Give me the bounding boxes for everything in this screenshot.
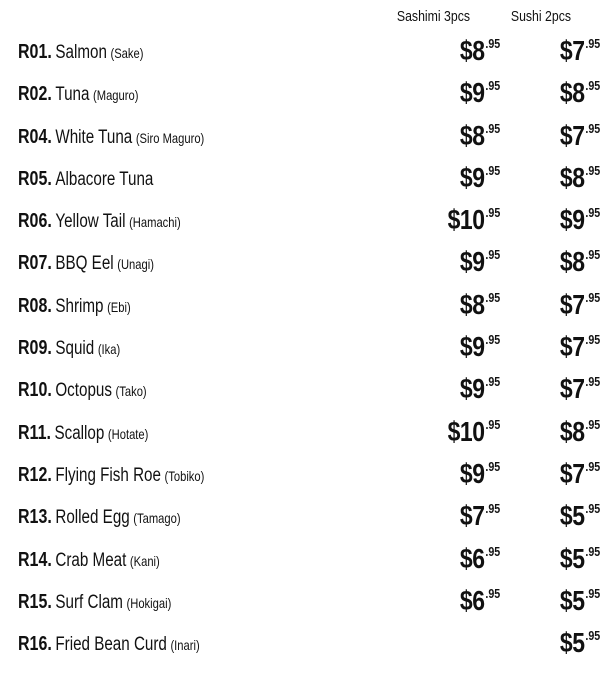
sushi-price-cents: .95 bbox=[585, 120, 600, 136]
column-headers bbox=[0, 8, 572, 30]
sashimi-price-dollars: $9 bbox=[459, 457, 485, 489]
item-name: Crab Meat bbox=[55, 549, 127, 571]
sushi-price bbox=[560, 585, 600, 617]
item-code: R05. bbox=[18, 167, 52, 190]
sushi-price-cents: .95 bbox=[585, 247, 600, 263]
sashimi-price bbox=[460, 500, 500, 532]
sashimi-price-dollars: $9 bbox=[459, 77, 485, 109]
sushi-price-cents: .95 bbox=[585, 374, 600, 390]
sushi-price bbox=[560, 373, 600, 405]
sushi-price-cents: .95 bbox=[585, 628, 600, 644]
sashimi-price-dollars: $9 bbox=[459, 331, 485, 363]
item-name: White Tuna bbox=[55, 126, 133, 148]
sashimi-price-dollars: $9 bbox=[459, 373, 485, 405]
item-japanese-name: (Tako) bbox=[115, 383, 147, 400]
item-code: R13. bbox=[18, 506, 52, 529]
sashimi-price bbox=[460, 289, 500, 321]
item-name: Salmon bbox=[55, 42, 107, 63]
sushi-price bbox=[560, 77, 600, 109]
sashimi-price bbox=[460, 543, 500, 575]
sashimi-price-cents: .95 bbox=[485, 543, 500, 559]
item-name: Flying Fish Roe bbox=[55, 464, 161, 486]
sashimi-price-cents: .95 bbox=[485, 36, 500, 51]
item-code: R04. bbox=[18, 125, 52, 148]
sashimi-column-header: Sashimi 3pcs bbox=[396, 8, 471, 25]
sushi-price-cents: .95 bbox=[585, 162, 600, 178]
menu-item-row bbox=[0, 625, 613, 667]
sushi-price bbox=[560, 246, 600, 278]
menu-item-label bbox=[18, 295, 131, 318]
sashimi-price bbox=[460, 246, 500, 278]
menu-item-label bbox=[18, 168, 153, 191]
item-name: Surf Clam bbox=[55, 591, 123, 613]
sashimi-price-dollars: $8 bbox=[459, 119, 485, 151]
sushi-price-cents: .95 bbox=[585, 416, 600, 432]
sushi-price-cents: .95 bbox=[585, 458, 600, 474]
item-name: Tuna bbox=[55, 84, 90, 106]
item-japanese-name: (Ebi) bbox=[107, 298, 131, 315]
item-code: R12. bbox=[18, 463, 52, 486]
sushi-column-header: Sushi 2pcs bbox=[510, 8, 572, 25]
item-name: Octopus bbox=[55, 380, 112, 402]
menu-item-row bbox=[0, 541, 613, 583]
item-code: R08. bbox=[18, 294, 52, 317]
sushi-price-dollars: $9 bbox=[559, 204, 585, 236]
menu-item-label bbox=[18, 549, 160, 572]
item-name: Yellow Tail bbox=[55, 211, 126, 233]
sashimi-price-dollars: $9 bbox=[459, 246, 485, 278]
sashimi-price bbox=[460, 120, 500, 152]
sashimi-price bbox=[460, 585, 500, 617]
sushi-price-cents: .95 bbox=[585, 289, 600, 305]
sashimi-price-cents: .95 bbox=[485, 332, 500, 348]
menu-item-label bbox=[18, 506, 181, 529]
sashimi-price bbox=[447, 204, 500, 236]
item-code: R07. bbox=[18, 252, 52, 275]
sushi-price-cents: .95 bbox=[585, 205, 600, 221]
item-code: R16. bbox=[18, 633, 52, 656]
sashimi-price bbox=[460, 162, 500, 194]
item-japanese-name: (Maguro) bbox=[93, 87, 139, 104]
sushi-price bbox=[560, 162, 600, 194]
item-japanese-name: (Ika) bbox=[97, 341, 121, 358]
sashimi-price-cents: .95 bbox=[485, 78, 500, 94]
sashimi-price-cents: .95 bbox=[485, 374, 500, 390]
sushi-price bbox=[560, 543, 600, 575]
item-japanese-name: (Tobiko) bbox=[164, 467, 205, 484]
menu-item-row bbox=[0, 33, 613, 75]
sashimi-price bbox=[460, 35, 500, 67]
menu-item-row bbox=[0, 414, 613, 456]
sushi-price-cents: .95 bbox=[585, 332, 600, 348]
sashimi-price-dollars: $8 bbox=[459, 288, 485, 320]
sashimi-price bbox=[460, 458, 500, 490]
menu-item-label bbox=[18, 464, 204, 487]
item-name: Squid bbox=[55, 338, 95, 360]
sushi-price bbox=[560, 204, 600, 236]
sushi-price bbox=[560, 500, 600, 532]
item-code: R01. bbox=[18, 41, 52, 63]
item-name: Shrimp bbox=[55, 295, 104, 317]
item-japanese-name: (Unagi) bbox=[117, 256, 154, 273]
menu-item-row bbox=[0, 160, 613, 202]
sushi-price bbox=[560, 35, 600, 67]
item-japanese-name: (Tamago) bbox=[133, 510, 181, 527]
sushi-price-cents: .95 bbox=[585, 501, 600, 517]
sashimi-price-dollars: $6 bbox=[459, 584, 485, 616]
sushi-price-dollars: $7 bbox=[559, 119, 585, 151]
sushi-price bbox=[560, 458, 600, 490]
sashimi-price-dollars: $7 bbox=[459, 500, 485, 532]
sashimi-price-dollars: $8 bbox=[459, 35, 485, 66]
item-code: R11. bbox=[18, 421, 51, 444]
item-japanese-name: (Hamachi) bbox=[129, 214, 181, 231]
item-japanese-name: (Hokigai) bbox=[126, 594, 172, 611]
sashimi-price bbox=[460, 77, 500, 109]
sashimi-price-dollars: $6 bbox=[459, 542, 485, 574]
menu-item-label bbox=[18, 591, 171, 614]
menu-item-row bbox=[0, 498, 613, 540]
sashimi-price-cents: .95 bbox=[485, 247, 500, 263]
menu-item-row bbox=[0, 329, 613, 371]
sashimi-price-cents: .95 bbox=[485, 120, 500, 136]
sashimi-price bbox=[460, 373, 500, 405]
item-japanese-name: (Sake) bbox=[110, 45, 144, 61]
sashimi-price-cents: .95 bbox=[485, 289, 500, 305]
sushi-price-dollars: $7 bbox=[559, 373, 585, 405]
sashimi-price-cents: .95 bbox=[485, 205, 500, 221]
sushi-price-cents: .95 bbox=[585, 36, 600, 51]
sushi-price-dollars: $8 bbox=[559, 246, 585, 278]
item-name: BBQ Eel bbox=[55, 253, 114, 275]
item-code: R02. bbox=[18, 83, 52, 106]
sashimi-price bbox=[447, 416, 500, 448]
item-code: R15. bbox=[18, 590, 52, 613]
sushi-price-cents: .95 bbox=[585, 585, 600, 601]
menu-item-label bbox=[18, 633, 200, 656]
sashimi-price-cents: .95 bbox=[485, 416, 500, 432]
sushi-price-dollars: $5 bbox=[559, 627, 585, 659]
menu-item-label bbox=[18, 422, 148, 445]
item-japanese-name: (Kani) bbox=[129, 552, 160, 569]
sushi-price-cents: .95 bbox=[585, 543, 600, 559]
sushi-price-dollars: $8 bbox=[559, 161, 585, 193]
menu-item-label bbox=[18, 83, 138, 106]
sushi-price-dollars: $7 bbox=[559, 457, 585, 489]
sushi-price-dollars: $7 bbox=[559, 35, 585, 66]
menu-item-label bbox=[18, 379, 147, 402]
sashimi-price-cents: .95 bbox=[485, 458, 500, 474]
sushi-price bbox=[560, 627, 600, 659]
sushi-price-dollars: $5 bbox=[559, 584, 585, 616]
sushi-price-dollars: $5 bbox=[559, 542, 585, 574]
menu-item-label bbox=[18, 252, 154, 275]
sashimi-price bbox=[460, 331, 500, 363]
sushi-price-cents: .95 bbox=[585, 78, 600, 94]
sushi-price bbox=[560, 120, 600, 152]
menu-item-row bbox=[0, 244, 613, 286]
item-name: Fried Bean Curd bbox=[55, 634, 167, 656]
sushi-price bbox=[560, 289, 600, 321]
item-name: Albacore Tuna bbox=[55, 168, 154, 190]
menu-item-list bbox=[0, 33, 613, 667]
menu-item-label bbox=[18, 210, 181, 233]
sushi-price bbox=[560, 331, 600, 363]
sushi-price bbox=[560, 416, 600, 448]
item-code: R06. bbox=[18, 210, 52, 233]
sushi-price-dollars: $7 bbox=[559, 331, 585, 363]
menu-item-row bbox=[0, 75, 613, 117]
item-code: R10. bbox=[18, 379, 52, 402]
sashimi-price-cents: .95 bbox=[485, 585, 500, 601]
menu-item-row bbox=[0, 583, 613, 625]
sashimi-price-dollars: $10 bbox=[447, 204, 485, 236]
item-code: R09. bbox=[18, 337, 52, 360]
sushi-price-dollars: $8 bbox=[559, 415, 585, 447]
item-japanese-name: (Inari) bbox=[170, 637, 200, 654]
sashimi-price-dollars: $10 bbox=[447, 415, 485, 447]
menu-item-row bbox=[0, 118, 613, 160]
item-japanese-name: (Hotate) bbox=[107, 425, 149, 442]
menu-item-row bbox=[0, 287, 613, 329]
sushi-price-dollars: $7 bbox=[559, 288, 585, 320]
menu-item-label bbox=[18, 337, 120, 360]
sashimi-price-cents: .95 bbox=[485, 501, 500, 517]
menu-item-label bbox=[18, 126, 204, 149]
sashimi-price-cents: .95 bbox=[485, 162, 500, 178]
menu-item-row bbox=[0, 371, 613, 413]
item-code: R14. bbox=[18, 548, 52, 571]
item-name: Rolled Egg bbox=[55, 507, 130, 529]
menu-item-label bbox=[18, 41, 143, 64]
menu-item-row bbox=[0, 202, 613, 244]
item-japanese-name: (Siro Maguro) bbox=[135, 129, 205, 146]
sushi-price-dollars: $8 bbox=[559, 77, 585, 109]
menu-item-row bbox=[0, 456, 613, 498]
item-name: Scallop bbox=[54, 422, 105, 444]
sashimi-price-dollars: $9 bbox=[459, 161, 485, 193]
sushi-price-dollars: $5 bbox=[559, 500, 585, 532]
